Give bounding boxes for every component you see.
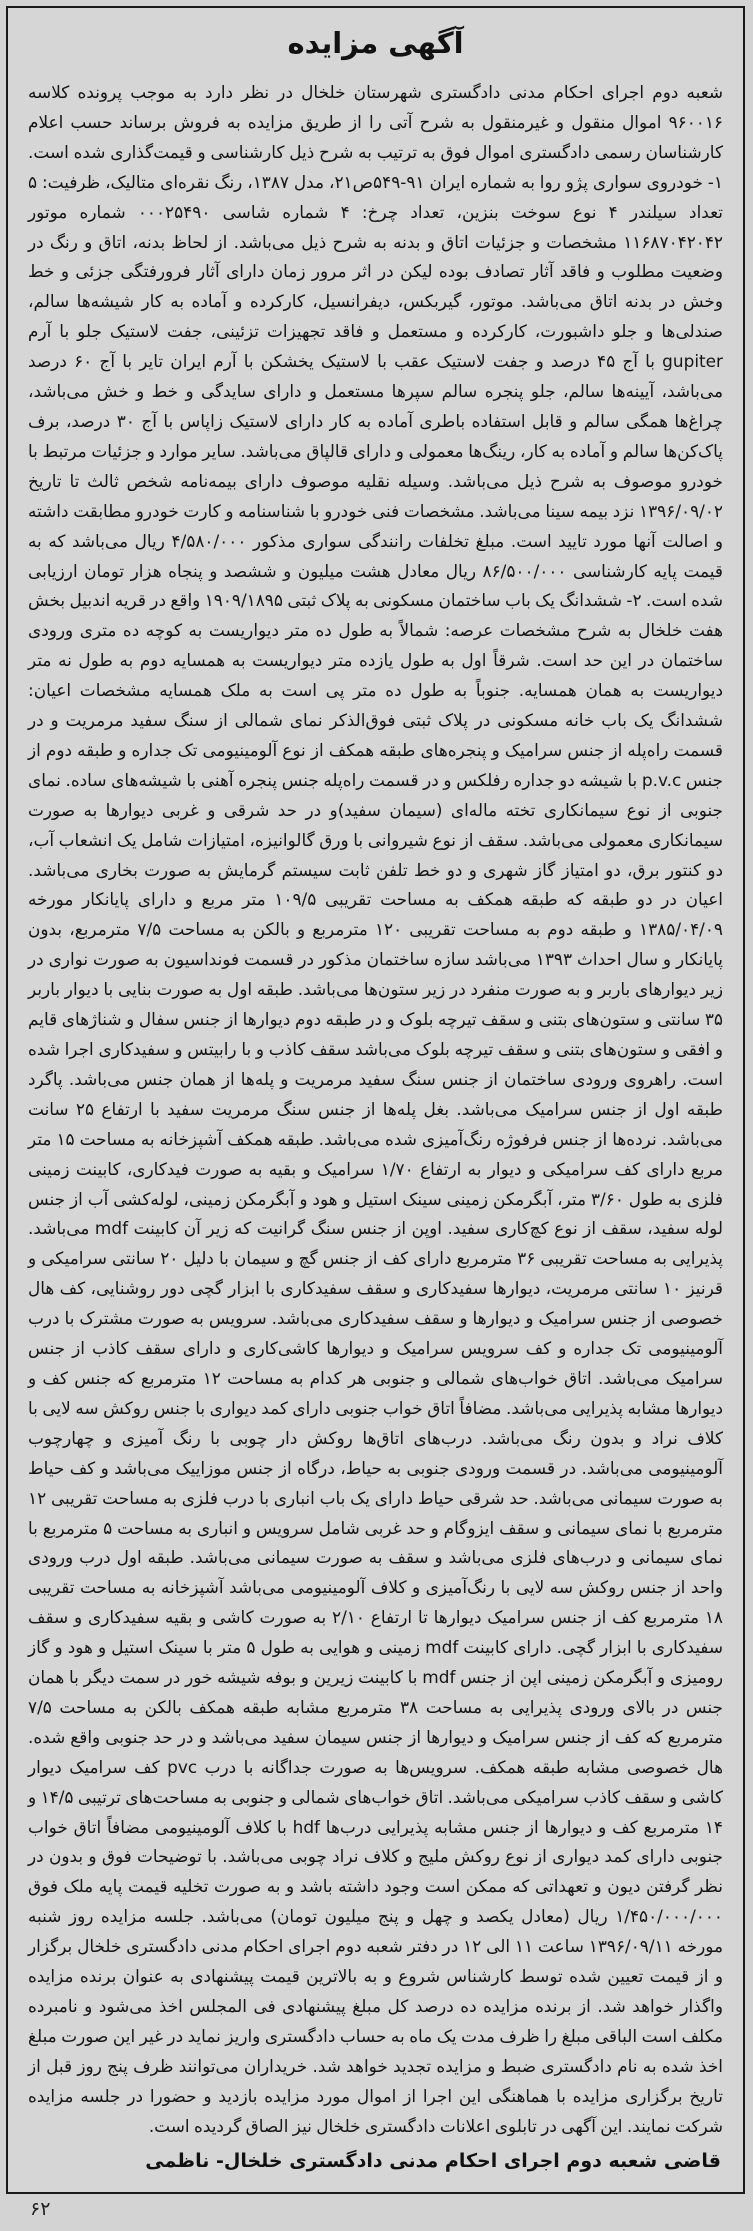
judge-signature: قاضی شعبه دوم اجرای احکام مدنی دادگستری خلخال- ناظمی xyxy=(145,2150,721,2172)
notice-frame xyxy=(6,6,745,2194)
page-number: ۶۲ xyxy=(30,2198,51,2220)
notice-title: آگهی مزایده xyxy=(287,26,464,60)
notice-body xyxy=(28,78,723,2142)
notice-body-paragraph: شعبه دوم اجرای احکام مدنی دادگستری شهرستان خلخال در نظر دارد به موجب پرونده کلاسه ۹۶۰۰۱۶ اموال منقول و غیرمنقول به شرح آتی را از طریق مزایده به فروش برساند حسب اعلام کارشناسان رسمی دادگستری اموال فوق به ترتیب به شرح ذیل کارشناسی و قیمت‌گذاری شده است. ۱- خودروی سواری پژو روا به شماره ایران ۹۱-۵۴۹ص۲۱، مدل ۱۳۸۷، رنگ نقره‌ای متالیک، ظرفیت: ۵ تعداد سیلندر ۴ نوع سوخت بنزین، تعداد چرخ: ۴ شماره شاسی ۰۰۰۲۵۴۹۰ شماره موتور ۱۱۶۸۷۰۴۲۰۴۲ مشخصات و جزئیات اتاق و بدنه به شرح ذیل می‌باشد. از لحاظ بدنه، اتاق و رنگ در وضعیت مطلوب و فاقد آثار تصادف بوده لیکن در اثر مرور زمان دارای آثار فرورفتگی جزئی و خط وخش در بدنه اتاق می‌باشد. موتور، گیربکس، دیفرانسیل، کارکرده و آماده به کار شیشه‌ها سالم، صندلی‌ها و جلو داشبورت، کارکرده و مستعمل و فاقد تجهیزات تزئینی، جفت لاستیک جلو با آرم gupiter با آج ۴۵ درصد و جفت لاستیک عقب با لاستیک یخشکن با آرم ایران تایر با آج ۶۰ درصد می‌باشد، آیینه‌ها سالم، جلو پنجره سالم سپرها مستعمل و دارای سایدگی و خط و خش می‌باشد، چراغ‌ها همگی سالم و قابل استفاده باطری آماده به کار دارای لاستیک زاپاس با آج ۳۰ درصد، برف پاک‌کن‌ها سالم و آماده به کار، رینگ‌ها معمولی و دارای قالپاق می‌باشد. سایر موارد و جزئیات مرتبط با خودرو موصوف به شرح ذیل می‌باشد. وسیله نقلیه موصوف دارای بیمه‌نامه شخص ثالث تا تاریخ ۱۳۹۶/۰۹/۰۲ نزد بیمه سینا می‌باشد. مشخصات فنی خودرو با شناسنامه و کارت خودرو مطابقت داشته و اصالت آنها مورد تایید است. مبلغ تخلفات رانندگی سواری مذکور ۴/۵۸۰/۰۰۰ ریال می‌باشد که به قیمت پایه کارشناسی ۸۶/۵۰۰/۰۰۰ ریال معادل هشت میلیون و ششصد و پنجاه هزار تومان ارزیابی شده است. ۲- ششدانگ یک باب ساختمان مسکونی به پلاک ثبتی ۱۹۰۹/۱۸۹۵ واقع در قریه اندبیل بخش هفت خلخال به شرح مشخصات عرصه: شمالاً به طول ده متر دیواریست به کوچه ده متری ورودی ساختمان در این حد است. شرقاً اول به طول یازده متر دیواریست به همسایه دوم به طول نه متر دیواریست به همان همسایه. جنوباً به طول ده متر پی است به ملک همسایه مشخصات اعیان: ششدانگ یک باب خانه مسکونی در پلاک ثبتی فوق‌الذکر نمای شمالی از سنگ سفید مرمریت و در قسمت راه‌پله از جنس سرامیک و پنجره‌های طبقه همکف از نوع آلومینیومی تک جداره و طبقه دوم از جنس p.v.c با شیشه دو جداره رفلکس و در قسمت راه‌پله جنس پنجره آهنی با شیشه‌های ساده. نمای جنوبی از نوع سیمانکاری تخته ماله‌ای (سیمان سفید)و در حد شرقی و غربی دیوارها به صورت سیمانکاری معمولی می‌باشد. سقف از نوع شیروانی با ورق گالوانیزه، امتیازات شامل یک انشعاب آب، دو کنتور برق، دو امتیاز گاز شهری و دو خط تلفن ثابت سیستم گرمایش به صورت بخاری می‌باشد. اعیان در دو طبقه که طبقه همکف به مساحت تقریبی ۱۰۹/۵ متر مربع و دارای پایانکار مورخه ۱۳۸۵/۰۴/۰۹ و طبقه دوم به مساحت تقریبی ۱۲۰ مترمربع و بالکن به مساحت ۷/۵ مترمربع، بدون پایانکار و سال احداث ۱۳۹۳ می‌باشد سازه ساختمان مذکور در قسمت فونداسیون به صورت نواری در زیر دیوارهای باربر و به صورت منفرد در زیر ستون‌ها می‌باشد. طبقه اول به صورت بنایی با دیوار باربر ۳۵ سانتی و ستون‌های بتنی و سقف تیرچه بلوک و در طبقه دوم دیوارها از جنس سفال و شناژهای قایم و افقی و ستون‌های بتنی و سقف تیرچه بلوک می‌باشد سقف کاذب و با رابیتس و سفیدکاری اجرا شده است. راهروی ورودی ساختمان از جنس سنگ سفید مرمریت و پله‌ها از همان جنس می‌باشد. پاگرد طبقه اول از جنس سرامیک می‌باشد. بغل پله‌ها از جنس سنگ مرمریت سفید با ارتفاع ۲۵ سانت می‌باشد. نرده‌ها از جنس فرفوژه رنگ‌آمیزی شده می‌باشد. طبقه همکف آشپزخانه به مساحت ۱۵ متر مربع دارای کف سرامیکی و دیوار به ارتفاع ۱/۷۰ سرامیک و بقیه به صورت فیدکاری، کابینت زمینی فلزی به طول ۳/۶۰ متر، آبگرمکن زمینی سینک استیل و هود و آبگرمکن زمینی، لوله‌کشی آب از جنس لوله سفید، سقف از نوع کچ‌کاری سفید. اوپن از جنس سنگ گرانیت که زیر آن کابینت mdf می‌باشد. پذیرایی به مساحت تقریبی ۳۶ مترمربع دارای کف از جنس گچ و سیمان با دلیل ۲۰ سانتی سرامیکی و قرنیز ۱۰ سانتی مرمریت، دیوارها سفیدکاری و سقف سفیدکاری با ابزار گچی دور روشنایی، کف هال خصوصی از جنس سرامیک و دیوارها و سقف سفیدکاری می‌باشد. سرویس به صورت مشترک با درب آلومینیومی تک جداره و کف سرویس سرامیک و دیوارها کاشی‌کاری و دارای سقف کاذب از جنس سرامیک می‌باشد. اتاق خواب‌های شمالی و جنوبی هر کدام به مساحت ۱۲ مترمربع که جنس کف و دیوارها مشابه پذیرایی می‌باشد. مضافاً اتاق خواب جنوبی دارای کمد دیواری با جنس روکش سه لایی با کلاف نراد و بدون رنگ می‌باشد. درب‌های اتاق‌ها روکش دار چوبی با رنگ آمیزی و چهارچوب آلومینیومی می‌باشد. در قسمت ورودی جنوبی به حیاط، درگاه از جنس موزاییک می‌باشد و کف حیاط به صورت سیمانی می‌باشد. حد شرقی حیاط دارای یک باب انباری با درب فلزی به مساحت تقریبی ۱۲ مترمربع با نمای سیمانی و سقف ایزوگام و حد غربی شامل سرویس و انباری به مساحت ۵ مترمربع با نمای سیمانی و درب‌های فلزی می‌باشد و سقف به صورت سیمانی می‌باشد. طبقه اول درب ورودی واحد از جنس روکش سه لایی با رنگ‌آمیزی و کلاف آلومینیومی می‌باشد آشپزخانه به مساحت تقریبی ۱۸ مترمربع کف از جنس سرامیک دیوارها تا ارتفاع ۲/۱۰ به صورت کاشی و بقیه سفیدکاری و سقف سفیدکاری با ابزار گچی. دارای کابینت mdf زمینی و هوایی به طول ۵ متر با سینک استیل و هود و گاز رومیزی و آبگرمکن زمینی اپن از جنس mdf با کابینت زیرین و بوفه شیشه خور در سمت دیگر با همان جنس در بالای ورودی پذیرایی به مساحت ۳۸ مترمربع مشابه طبقه همکف بالکن به مساحت ۷/۵ مترمربع که کف از جنس سرامیک و دیوارها از جنس سیمان سفید می‌باشد و در حد جنوبی واقع شده. هال خصوصی مشابه طبقه همکف. سرویس‌ها به صورت جداگانه با درب pvc کف سرامیک دیوار کاشی و سقف کاذب سرامیکی می‌باشد. اتاق خواب‌های شمالی و جنوبی به مساحت‌های ترتیبی ۱۴/۵ و ۱۴ مترمربع کف و دیوارها از جنس مشابه پذیرایی درب‌ها hdf با کلاف آلومینیومی مضافاً اتاق خواب جنوبی دارای کمد دیواری از نوع روکش ملیج و کلاف نراد چوبی می‌باشد. با توضیحات فوق و بدون در نظر گرفتن دیون و تعهداتی که ممکن است وجود داشته باشد و به صورت تخلیه قیمت پایه ملک فوق ۱/۴۵۰/۰۰۰/۰۰۰ ریال (معادل یکصد و چهل و پنج میلیون تومان) می‌باشد. جلسه مزایده روز شنبه مورخه ۱۳۹۶/۰۹/۱۱ ساعت ۱۱ الی ۱۲ در دفتر شعبه دوم اجرای احکام مدنی دادگستری خلخال برگزار و از قیمت تعیین شده توسط کارشناس شروع و به بالاترین قیمت پیشنهادی به عنوان برنده مزایده واگذار خواهد شد. از برنده مزایده ده درصد کل مبلغ پیشنهادی فی المجلس اخذ می‌شود و نامبرده مکلف است الباقی مبلغ را ظرف مدت یک ماه به حساب دادگستری واریز نماید در غیر این صورت مبلغ اخذ شده به نام دادگستری ضبط و مزایده تجدید خواهد شد. خریداران می‌توانند ظرف پنج روز قبل از تاریخ برگزاری مزایده با هماهنگی این اجرا از اموال مورد مزایده بازدید و حضورا در جلسه مزایده شرکت نمایند. این آگهی در تابلوی اعلانات دادگستری خلخال نیز الصاق گردیده است. xyxy=(28,82,724,2136)
